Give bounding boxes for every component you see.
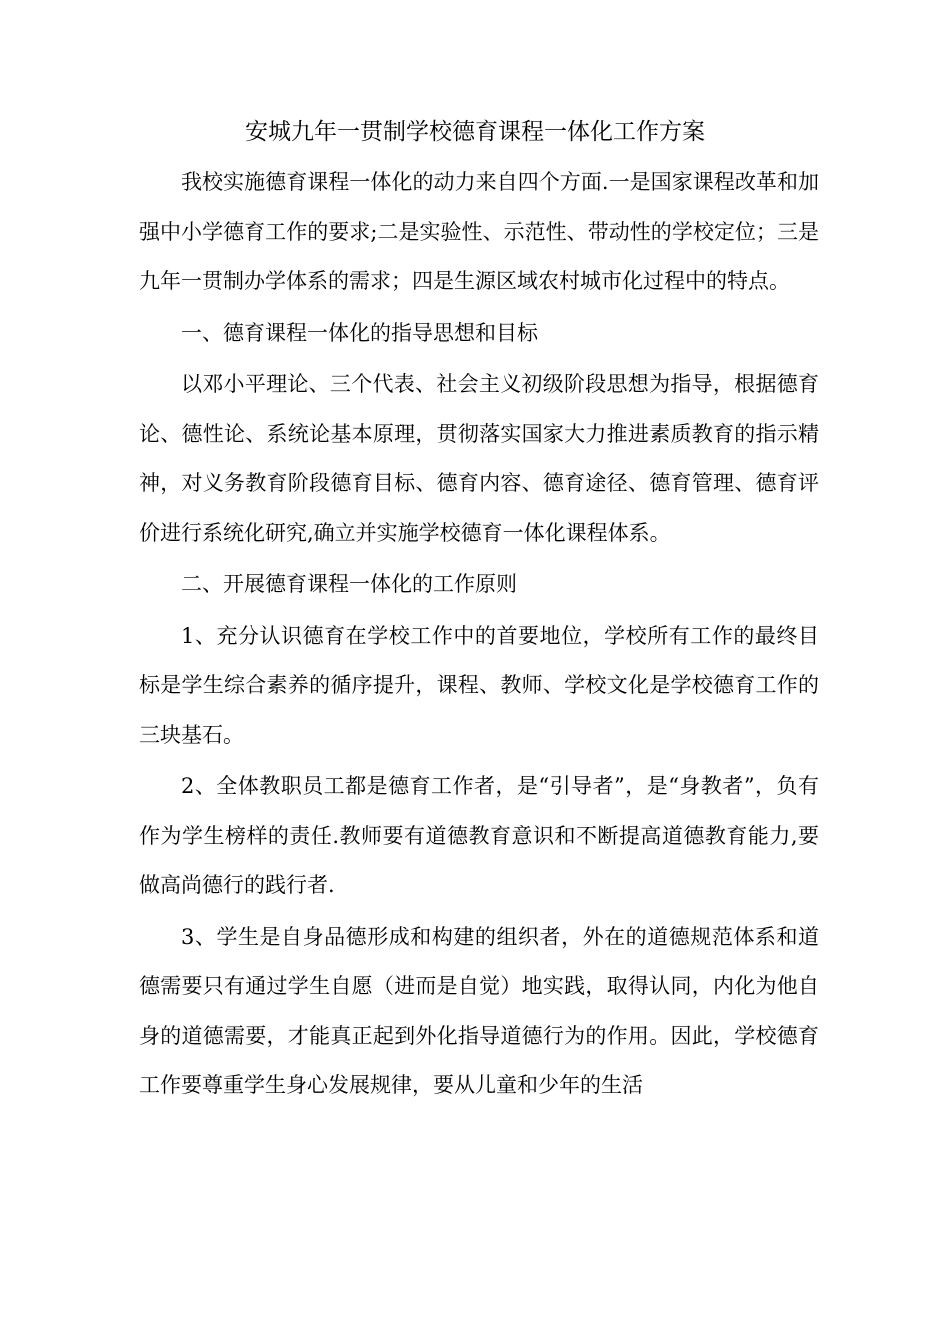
section-heading-2: 二、开展德育课程一体化的工作原则 bbox=[181, 572, 517, 596]
paragraph-guiding-thought: 以邓小平理论、三个代表、社会主义初级阶段思想为指导，根据德育论、德性论、系统论基本原理，贯彻落实国家大力推进素质教育的指示精神，对义务教育阶段德育目标、德育内容、德育途径、德育管理、德育评价进行系统化研究,确立并实施学校德育一体化课程体系。 bbox=[139, 372, 819, 545]
document-body bbox=[139, 158, 819, 1113]
document-title: 安城九年一贯制学校德育课程一体化工作方案 bbox=[245, 119, 705, 145]
section-heading-1: 一、德育课程一体化的指导思想和目标 bbox=[181, 320, 538, 345]
paragraph-principle-3: 3、学生是自身品德形成和构建的组织者，外在的道德规范体系和道德需要只有通过学生自愿（进而是自觉）地实践，取得认同，内化为他自身的道德需要，才能真正起到外化指导道德行为的作用。因此，学校德育工作要尊重学生身心发展规律，要从儿童和少年的生活 bbox=[139, 924, 819, 1097]
paragraph-principle-1: 1、充分认识德育在学校工作中的首要地位，学校所有工作的最终目标是学生综合素养的循序提升，课程、教师、学校文化是学校德育工作的三块基石。 bbox=[139, 623, 819, 747]
paragraph-intro: 我校实施德育课程一体化的动力来自四个方面.一是国家课程改革和加强中小学德育工作的要求;二是实验性、示范性、带动性的学校定位；三是九年一贯制办学体系的需求；四是生源区域农村城市化过程中的特点。 bbox=[139, 170, 819, 293]
paragraph-principle-2: 2、全体教职员工都是德育工作者，是“引导者”，是“身教者”，负有作为学生榜样的责任.教师要有道德教育意识和不断提高道德教育能力,要做高尚德行的践行者. bbox=[139, 774, 819, 897]
